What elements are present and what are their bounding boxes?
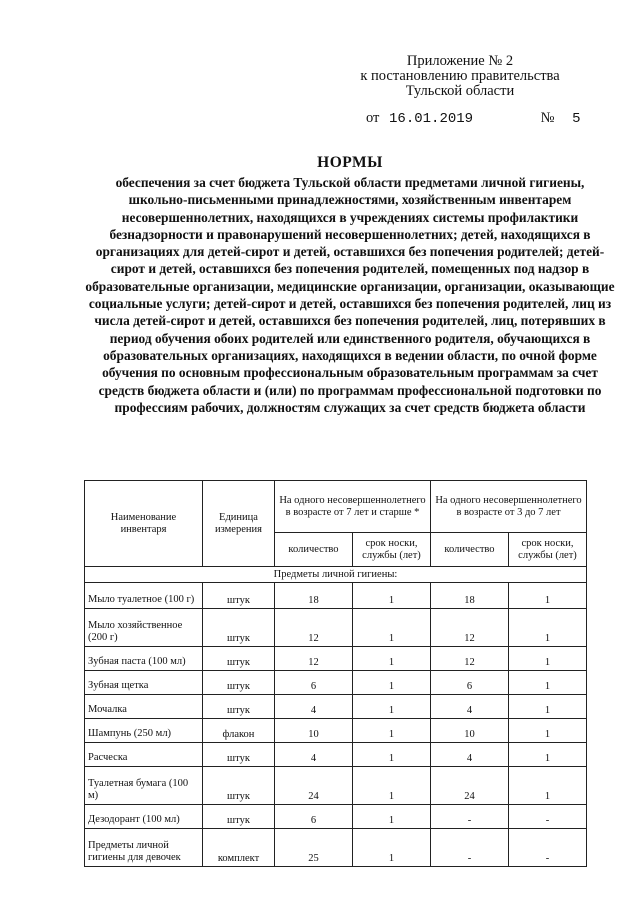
qty-age-7-plus: 12 — [275, 609, 353, 647]
order-date: 16.01.2019 — [389, 111, 474, 127]
term-age-7-plus: 1 — [353, 647, 431, 671]
qty-age-7-plus: 6 — [275, 671, 353, 695]
item-name: Туалетная бумага (100 м) — [85, 767, 203, 805]
term-age-7-plus: 1 — [353, 695, 431, 719]
header-term: срок носки, службы (лет) — [353, 533, 431, 567]
order-date-number — [366, 110, 581, 127]
date-label: от — [366, 110, 380, 126]
item-name: Дезодорант (100 мл) — [85, 805, 203, 829]
item-unit: штук — [203, 583, 275, 609]
item-name: Зубная щетка — [85, 671, 203, 695]
item-name: Мочалка — [85, 695, 203, 719]
item-unit: комплект — [203, 829, 275, 867]
term-age-7-plus: 1 — [353, 805, 431, 829]
item-unit: штук — [203, 805, 275, 829]
item-name: Расческа — [85, 743, 203, 767]
table-row — [85, 829, 587, 867]
header-term: срок носки, службы (лет) — [509, 533, 587, 567]
appendix-line: Приложение № 2 — [406, 53, 514, 69]
number-label: № — [540, 110, 555, 126]
item-unit: штук — [203, 743, 275, 767]
term-age-7-plus: 1 — [353, 609, 431, 647]
table-row — [85, 671, 587, 695]
qty-age-7-plus: 4 — [275, 695, 353, 719]
term-age-3-7: 1 — [509, 647, 587, 671]
item-unit: штук — [203, 695, 275, 719]
qty-age-7-plus: 24 — [275, 767, 353, 805]
qty-age-3-7: 12 — [431, 609, 509, 647]
table-row — [85, 609, 587, 647]
table-row — [85, 805, 587, 829]
table-row — [85, 719, 587, 743]
term-age-7-plus: 1 — [353, 719, 431, 743]
table-row — [85, 767, 587, 805]
qty-age-3-7: 6 — [431, 671, 509, 695]
qty-age-7-plus: 4 — [275, 743, 353, 767]
document-subtitle: обеспечения за счет бюджета Тульской области предметами личной гигиены, школьно-письменными принадлежностями, хозяйственным инвентарем несовершеннолетних, находящихся в учреждениях системы профилактики безнадзорности и правонарушений несовершеннолетних; детей, находящихся в организациях для детей-сирот и детей, оставшихся без попечения родителей; детей-сирот и детей, оставшихся без попечения родителей, помещенных под надзор в образовательные организации, медицинские организации, организации, оказывающие социальные услуги; детей-сирот и детей, оставшихся без попечения родителей, лиц из числа детей-сирот и детей, оставшихся без попечения родителей, лиц, потерявших в период обучения обоих родителей или единственного родителя, обучающихся в образовательных организациях, находящихся в ведении области, по очной форме обучения по основным профессиональным образовательным программам за счет средств бюджета области и (или) по программам профессиональной подготовки по профессиям рабочих, должностям служащих за счет средств бюджета области — [85, 175, 615, 415]
qty-age-3-7: 10 — [431, 719, 509, 743]
header-quantity: количество — [275, 533, 353, 567]
item-unit: штук — [203, 609, 275, 647]
header-item-name: Наименование инвентаря — [85, 481, 203, 567]
appendix-block — [330, 54, 590, 99]
term-age-7-plus: 1 — [353, 829, 431, 867]
qty-age-3-7: 12 — [431, 647, 509, 671]
qty-age-3-7: - — [431, 805, 509, 829]
header-group-age-7-plus: На одного несовершеннолетнего в возрасте от 7 лет и старше * — [275, 481, 431, 533]
term-age-3-7: 1 — [509, 671, 587, 695]
item-name: Мыло хозяйственное (200 г) — [85, 609, 203, 647]
order-number: 5 — [572, 111, 581, 127]
term-age-3-7: 1 — [509, 743, 587, 767]
qty-age-7-plus: 25 — [275, 829, 353, 867]
table-row — [85, 695, 587, 719]
qty-age-3-7: 24 — [431, 767, 509, 805]
item-unit: штук — [203, 767, 275, 805]
qty-age-3-7: 4 — [431, 743, 509, 767]
item-name: Шампунь (250 мл) — [85, 719, 203, 743]
term-age-3-7: 1 — [509, 583, 587, 609]
item-name: Зубная паста (100 мл) — [85, 647, 203, 671]
item-unit: штук — [203, 647, 275, 671]
qty-age-7-plus: 10 — [275, 719, 353, 743]
term-age-7-plus: 1 — [353, 743, 431, 767]
section-heading: Предметы личной гигиены: — [85, 567, 587, 583]
table-row — [85, 647, 587, 671]
qty-age-3-7: - — [431, 829, 509, 867]
qty-age-7-plus: 6 — [275, 805, 353, 829]
header-group-age-3-7: На одного несовершеннолетнего в возрасте от 3 до 7 лет — [431, 481, 587, 533]
term-age-3-7: - — [509, 805, 587, 829]
qty-age-7-plus: 12 — [275, 647, 353, 671]
item-unit: флакон — [203, 719, 275, 743]
term-age-7-plus: 1 — [353, 583, 431, 609]
appendix-line: Тульской области — [405, 83, 515, 99]
term-age-3-7: 1 — [509, 767, 587, 805]
appendix-line: к постановлению правительства — [360, 68, 560, 84]
header-quantity: количество — [431, 533, 509, 567]
term-age-7-plus: 1 — [353, 671, 431, 695]
qty-age-3-7: 4 — [431, 695, 509, 719]
term-age-7-plus: 1 — [353, 767, 431, 805]
table-row — [85, 583, 587, 609]
term-age-3-7: 1 — [509, 719, 587, 743]
term-age-3-7: 1 — [509, 695, 587, 719]
term-age-3-7: 1 — [509, 609, 587, 647]
qty-age-3-7: 18 — [431, 583, 509, 609]
norms-table — [84, 480, 587, 867]
term-age-3-7: - — [509, 829, 587, 867]
item-name: Мыло туалетное (100 г) — [85, 583, 203, 609]
header-unit: Единица измерения — [203, 481, 275, 567]
item-unit: штук — [203, 671, 275, 695]
document-title: НОРМЫ — [317, 154, 383, 171]
item-name: Предметы личной гигиены для девочек — [85, 829, 203, 867]
table-row — [85, 743, 587, 767]
qty-age-7-plus: 18 — [275, 583, 353, 609]
